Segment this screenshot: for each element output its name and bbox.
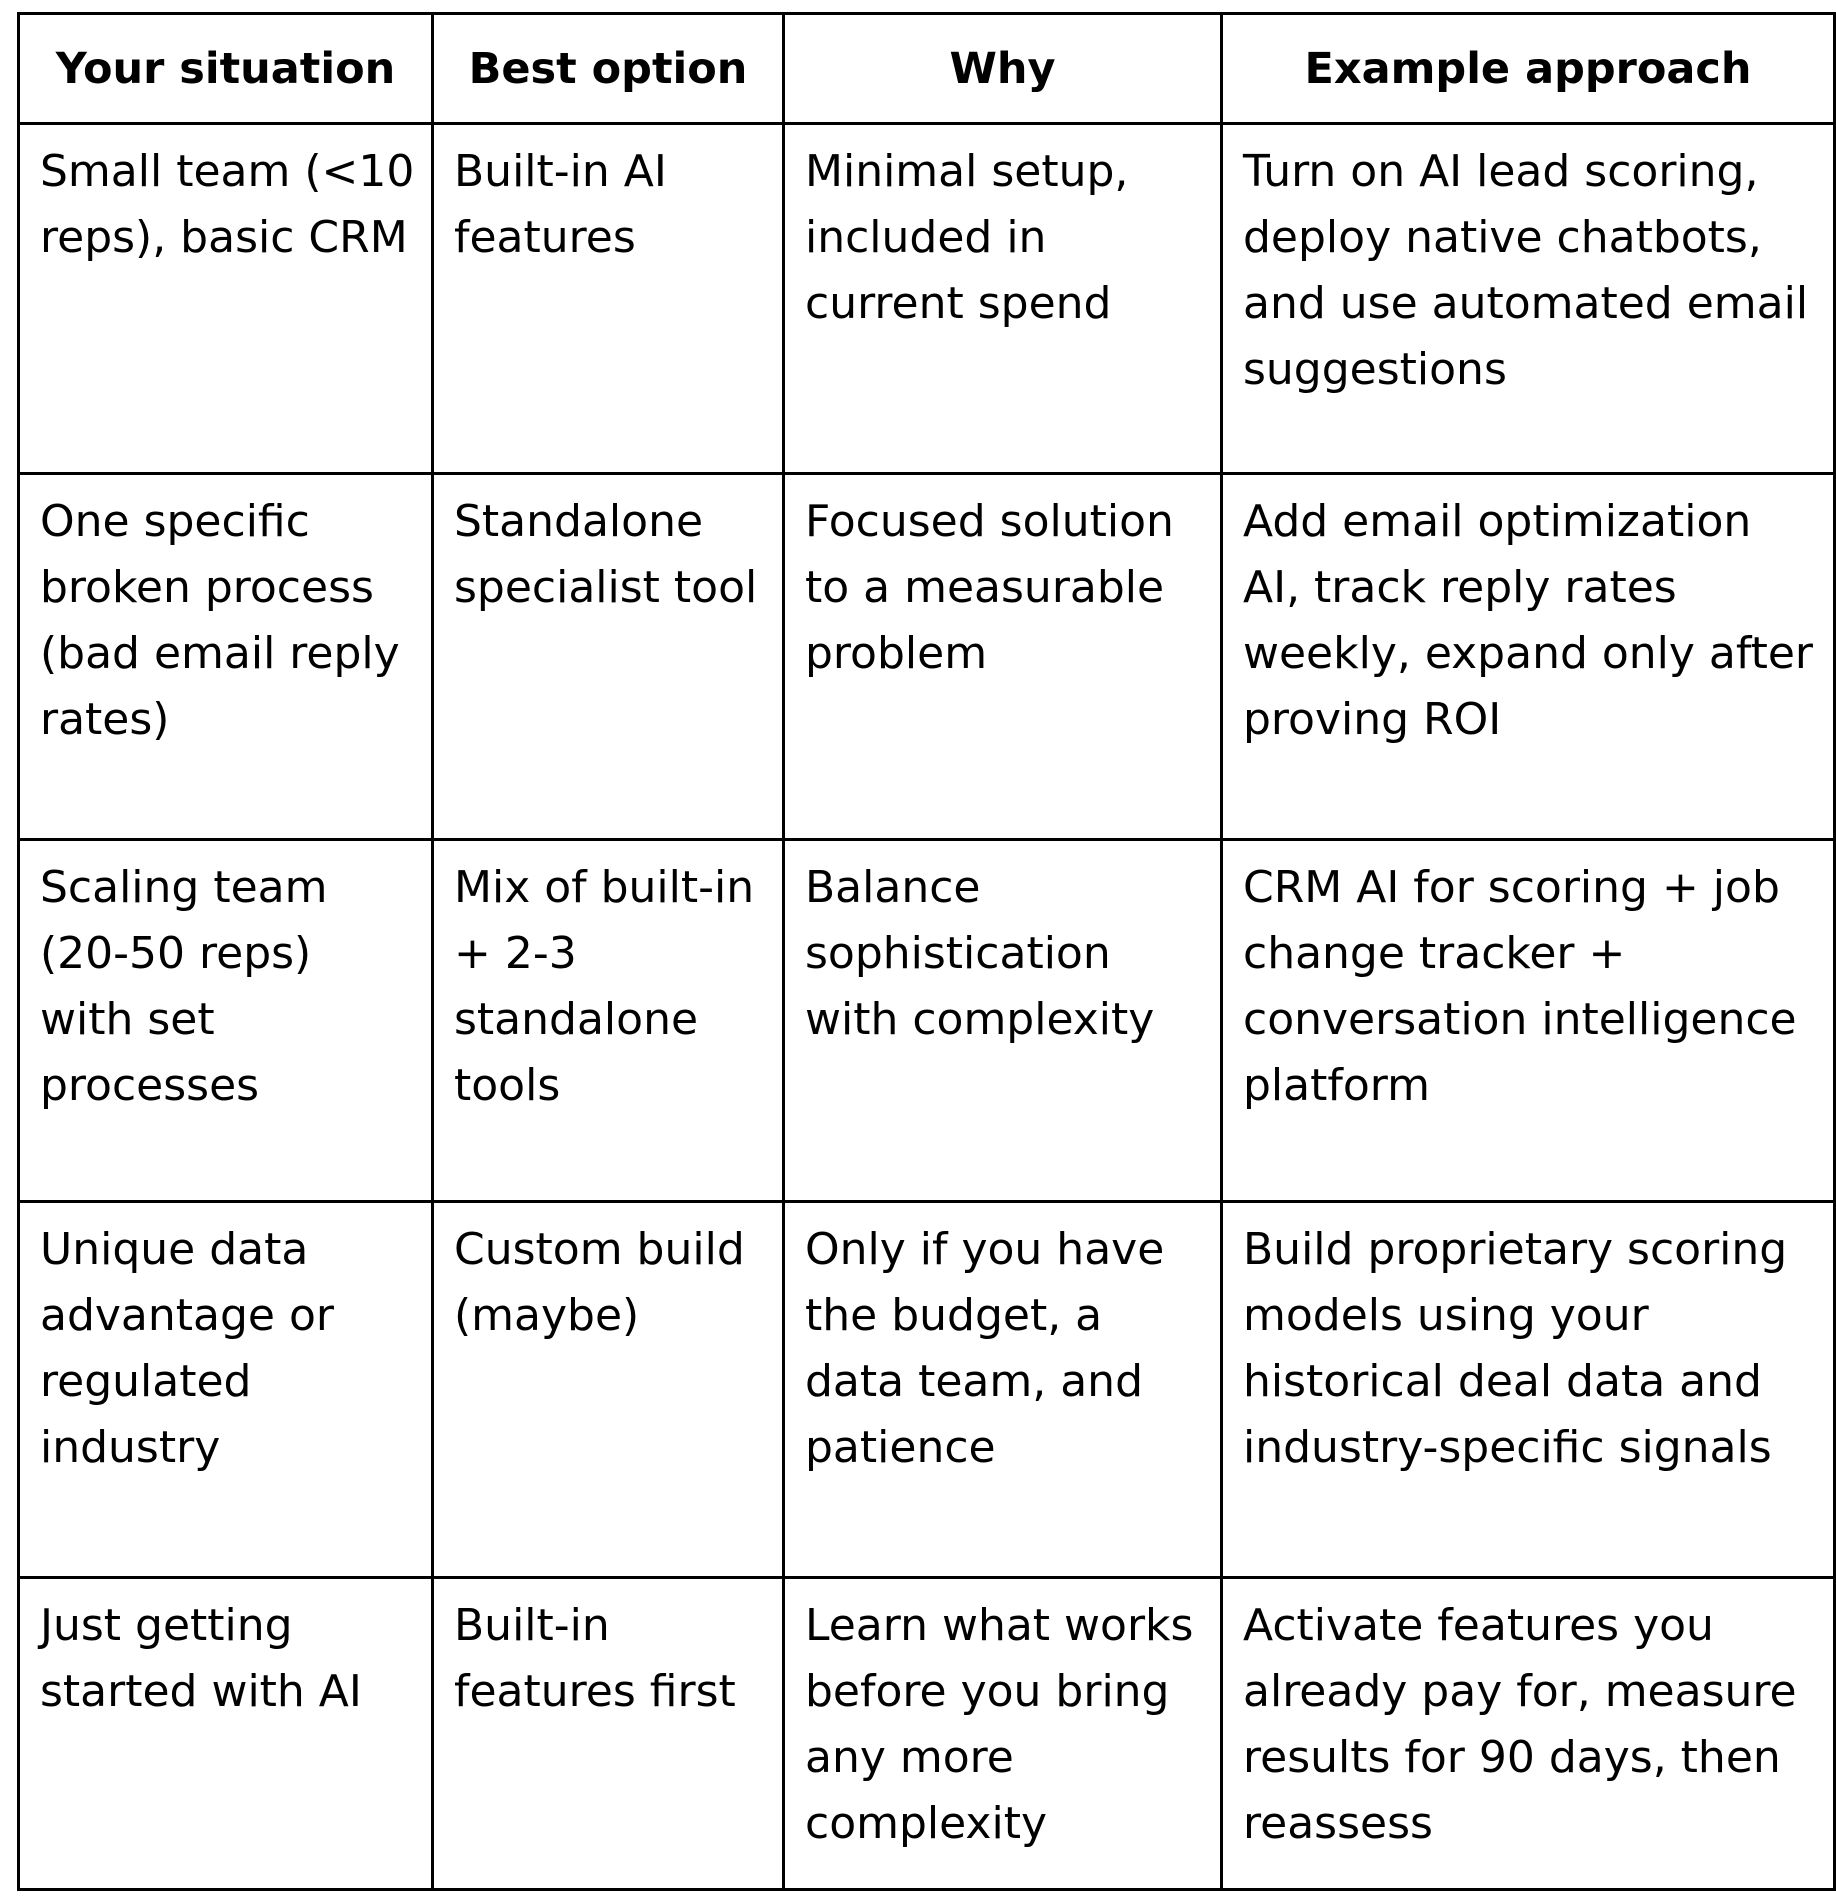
cell-example-approach: Build proprietary scoring models using your historical deal data and industry-specific signals: [1222, 1202, 1835, 1578]
cell-best-option: Built-in AI features: [433, 124, 784, 474]
cell-example-approach: Turn on AI lead scoring, deploy native chatbots, and use automated email suggestions: [1222, 124, 1835, 474]
cell-why: Learn what works before you bring any more complexity: [784, 1578, 1222, 1890]
header-best-option: Best option: [433, 14, 784, 124]
comparison-table-container: [17, 12, 1833, 1888]
header-why: Why: [784, 14, 1222, 124]
cell-why: Balance sophistication with complexity: [784, 840, 1222, 1202]
cell-example-approach: CRM AI for scoring + job change tracker + conversation intelligence platform: [1222, 840, 1835, 1202]
cell-best-option: Custom build (maybe): [433, 1202, 784, 1578]
cell-situation: Just getting started with AI: [19, 1578, 433, 1890]
cell-why: Only if you have the budget, a data team, and patience: [784, 1202, 1222, 1578]
cell-situation: Scaling team (20-50 reps) with set processes: [19, 840, 433, 1202]
table-row: [19, 474, 1835, 840]
table-row: [19, 1202, 1835, 1578]
cell-example-approach: Activate features you already pay for, measure results for 90 days, then reassess: [1222, 1578, 1835, 1890]
cell-why: Minimal setup, included in current spend: [784, 124, 1222, 474]
cell-situation: Unique data advantage or regulated industry: [19, 1202, 433, 1578]
cell-best-option: Built-in features first: [433, 1578, 784, 1890]
table-row: [19, 1578, 1835, 1890]
cell-why: Focused solution to a measurable problem: [784, 474, 1222, 840]
table-row: [19, 840, 1835, 1202]
cell-situation: Small team (<10 reps), basic CRM: [19, 124, 433, 474]
table-header-row: [19, 14, 1835, 124]
comparison-table: [17, 12, 1836, 1891]
table-row: [19, 124, 1835, 474]
cell-situation: One specific broken process (bad email reply rates): [19, 474, 433, 840]
cell-best-option: Mix of built-in + 2-3 standalone tools: [433, 840, 784, 1202]
header-your-situation: Your situation: [19, 14, 433, 124]
header-example-approach: Example approach: [1222, 14, 1835, 124]
cell-example-approach: Add email optimization AI, track reply rates weekly, expand only after proving ROI: [1222, 474, 1835, 840]
cell-best-option: Standalone specialist tool: [433, 474, 784, 840]
